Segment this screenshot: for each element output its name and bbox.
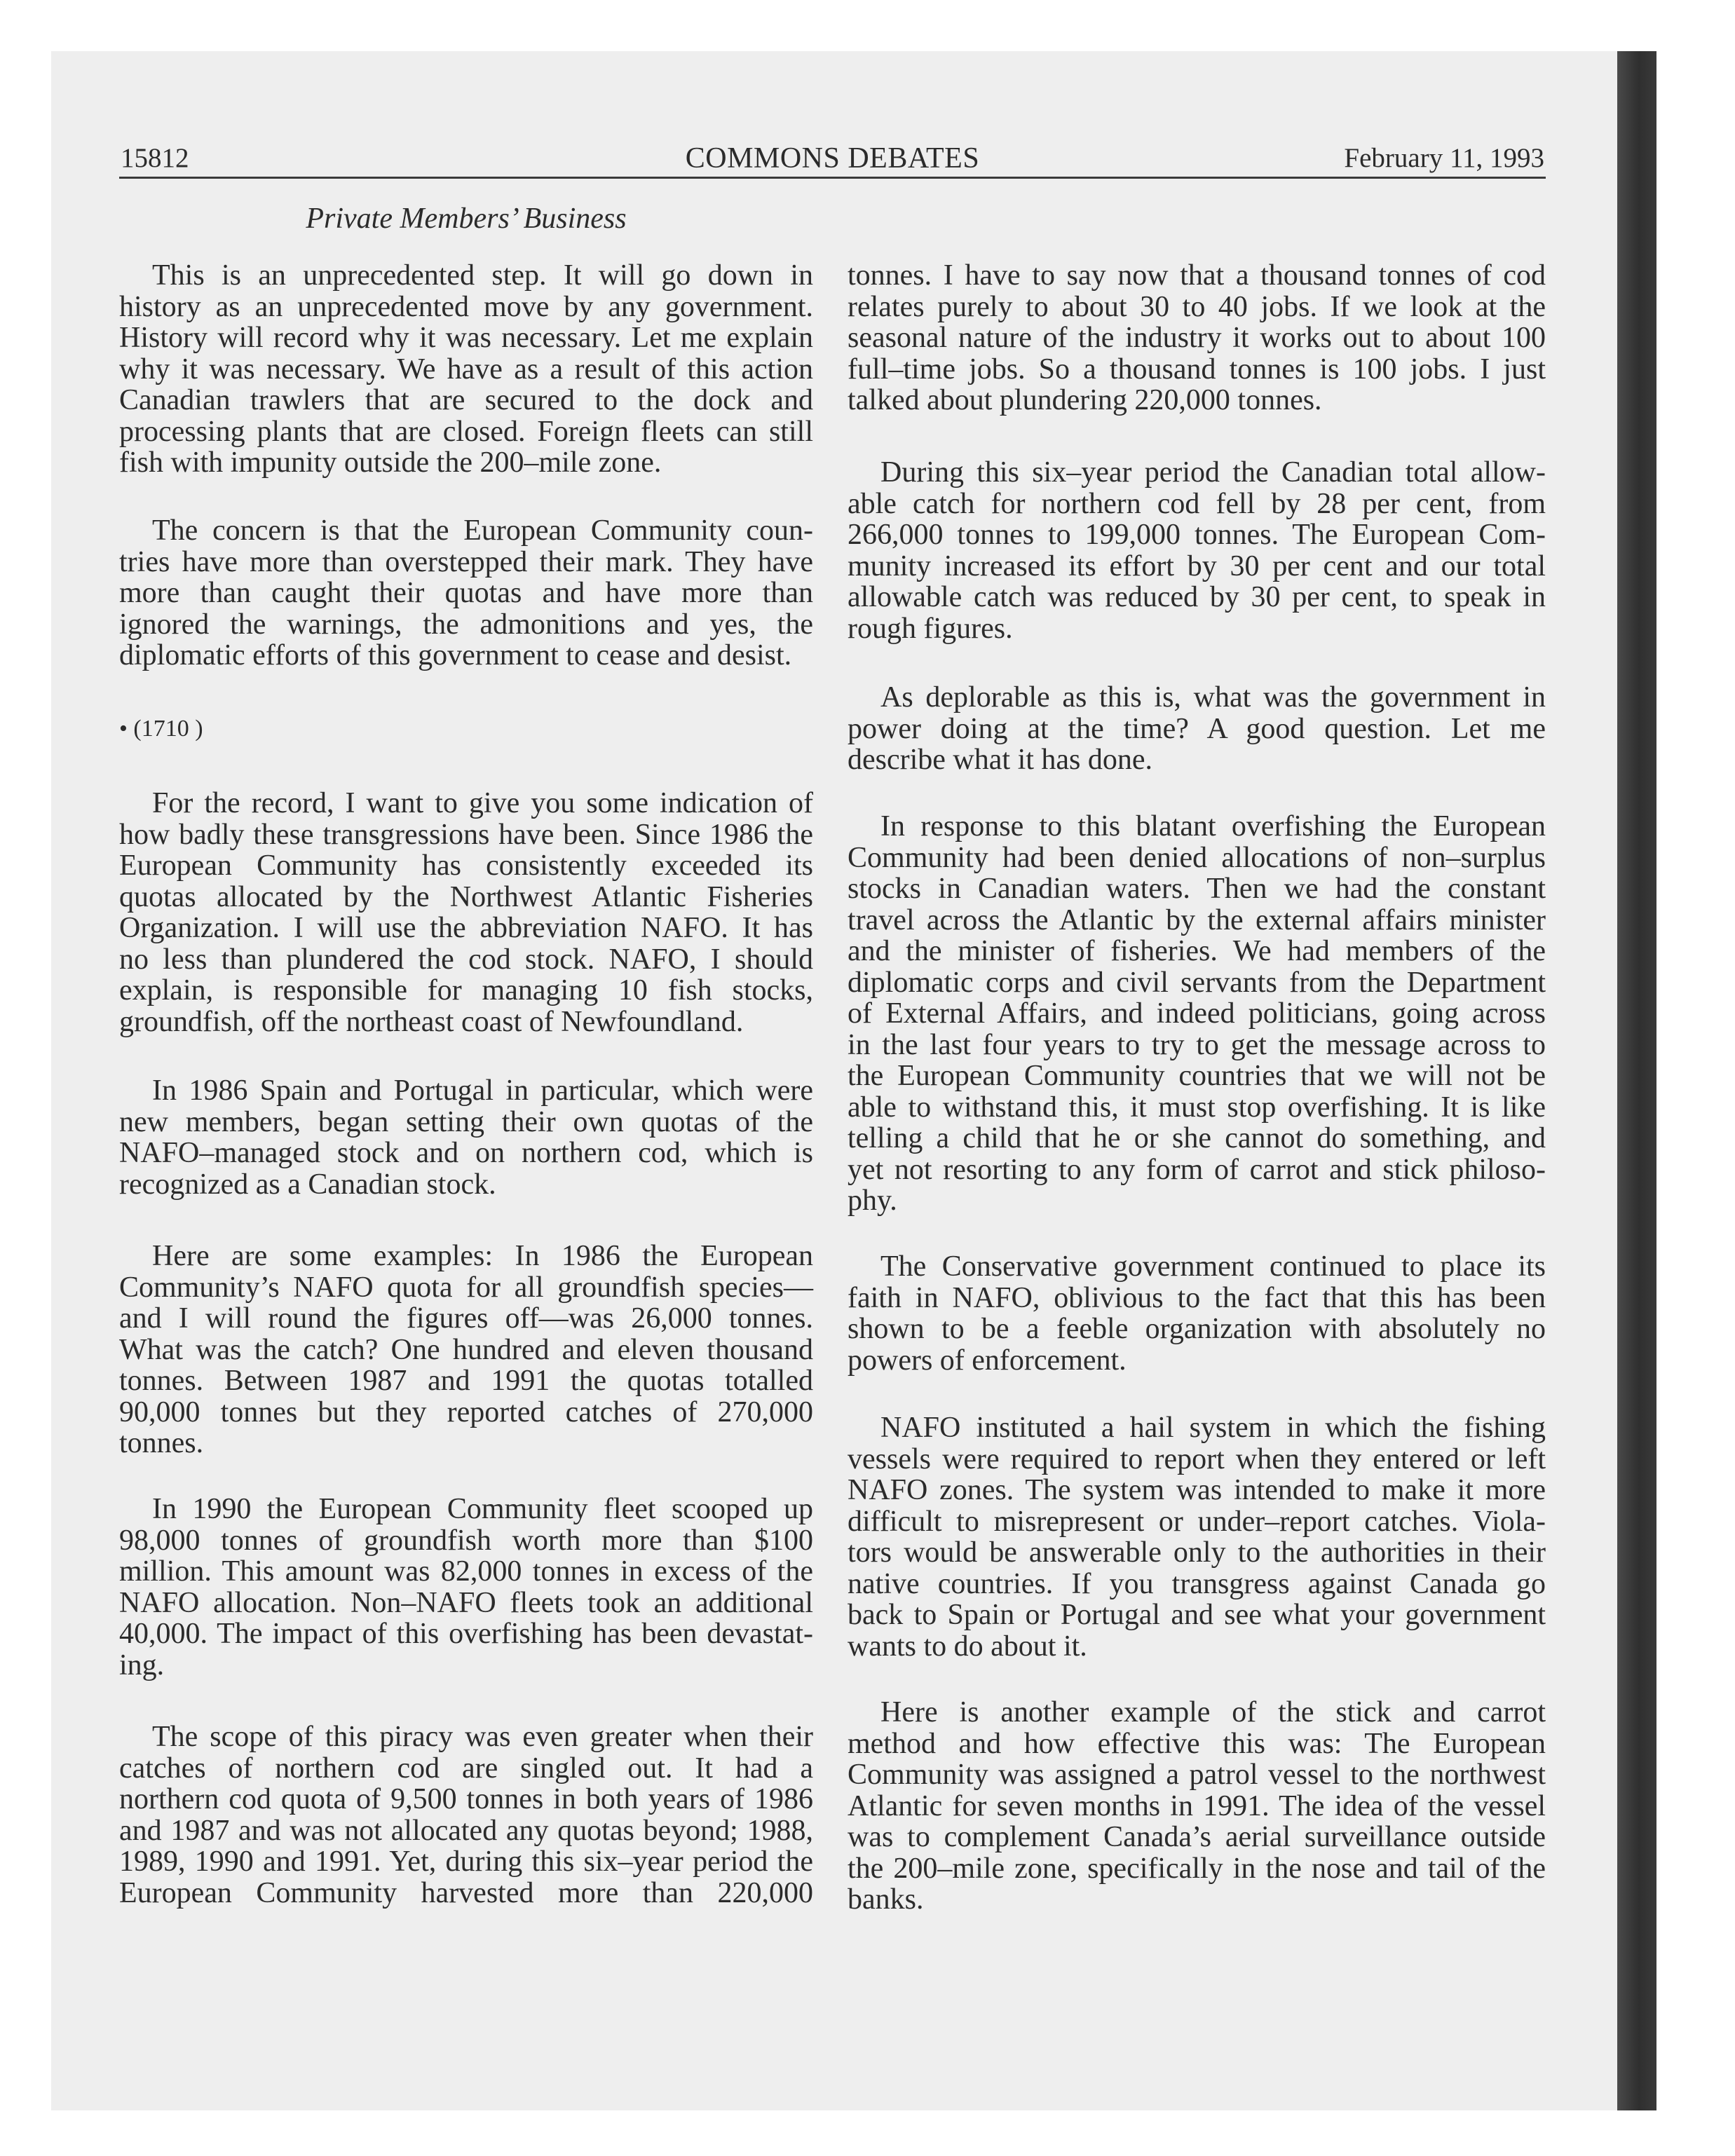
- paragraph: [119, 1075, 813, 1200]
- section-heading: Private Members’ Business: [306, 203, 627, 235]
- text-line: NAFO instituted a hail system in which the fishing: [880, 1412, 1546, 1444]
- text-line: relates purely to about 30 to 40 jobs. If we look at the: [848, 290, 1546, 323]
- text-line: recognized as a Canadian stock.: [119, 1168, 496, 1201]
- paragraph: [119, 788, 813, 1037]
- text-line: 98,000 tonnes of groundfish worth more than $100: [119, 1524, 813, 1557]
- text-line: diplomatic corps and civil servants from the Department: [848, 966, 1546, 999]
- text-line: able catch for northern cod fell by 28 per cent, from: [848, 487, 1546, 520]
- text-line: The Conservative government continued to place its: [880, 1250, 1546, 1283]
- text-line: European Community has consistently exceeded its: [119, 850, 813, 882]
- text-line: tonnes.: [119, 1427, 204, 1459]
- text-line: tries have more than overstepped their mark. They have: [119, 545, 813, 578]
- paragraph: [848, 1251, 1546, 1376]
- text-line: European Community harvested more than 220,000: [119, 1876, 813, 1909]
- text-line: history as an unprecedented move by any government.: [119, 290, 813, 323]
- text-line: allowable catch was reduced by 30 per cent, to speak in: [848, 581, 1546, 613]
- text-line: explain, is responsible for managing 10 fish stocks,: [119, 974, 813, 1007]
- text-line: 40,000. The impact of this overfishing has been devastat-: [119, 1618, 813, 1650]
- text-line: tonnes. I have to say now that a thousand tonnes of cod: [848, 259, 1546, 292]
- text-line: was to complement Canada’s aerial surveillance outside: [848, 1821, 1546, 1853]
- text-line: of External Affairs, and indeed politicians, going across: [848, 997, 1546, 1030]
- text-line: and 1987 and was not allocated any quotas beyond; 1988,: [119, 1814, 813, 1847]
- text-line: wants to do about it.: [848, 1630, 1087, 1663]
- scan-edge-shadow: [1617, 51, 1656, 2110]
- text-line: and I will round the figures off—was 26,000 tonnes.: [119, 1302, 813, 1335]
- text-line: telling a child that he or she cannot do something, and: [848, 1122, 1546, 1154]
- text-line: diplomatic efforts of this government to cease and desist.: [119, 639, 792, 671]
- text-line: new members, began setting their own quotas of the: [119, 1105, 813, 1138]
- text-line: processing plants that are closed. Foreign fleets can still: [119, 415, 813, 448]
- paragraph: [119, 515, 813, 671]
- text-line: in the last four years to try to get the message across to: [848, 1028, 1546, 1061]
- publication-title: COMMONS DEBATES: [685, 142, 980, 175]
- text-line: In 1990 the European Community fleet scooped up: [152, 1493, 813, 1525]
- text-line: quotas allocated by the Northwest Atlantic Fisheries: [119, 880, 813, 913]
- text-line: Community’s NAFO quota for all groundfish species—: [119, 1271, 813, 1304]
- text-line: NAFO zones. The system was intended to make it more: [848, 1474, 1546, 1506]
- text-line: 1989, 1990 and 1991. Yet, during this six–year period the: [119, 1845, 813, 1878]
- text-line: banks.: [848, 1883, 924, 1916]
- running-header: [119, 141, 1546, 176]
- text-line: Here is another example of the stick and carrot: [880, 1696, 1546, 1728]
- publication-date: February 11, 1993: [1344, 143, 1544, 173]
- text-line: The scope of this piracy was even greater when their: [152, 1721, 813, 1753]
- text-line: ing.: [119, 1649, 165, 1681]
- text-line: stocks in Canadian waters. Then we had the constant: [848, 873, 1546, 905]
- text-line: rough figures.: [848, 612, 1013, 645]
- text-line: As deplorable as this is, what was the government in: [880, 681, 1546, 714]
- text-line: NAFO–managed stock and on northern cod, which is: [119, 1137, 813, 1169]
- paragraph: [848, 1697, 1546, 1916]
- text-line: seasonal nature of the industry it works out to about 100: [848, 322, 1546, 354]
- paragraph: [848, 1412, 1546, 1662]
- text-line: describe what it has done.: [848, 744, 1153, 776]
- paragraph: [848, 682, 1546, 776]
- header-rule: [119, 177, 1546, 179]
- text-line: During this six–year period the Canadian total allow-: [880, 456, 1546, 489]
- text-line: power doing at the time? A good question. Let me: [848, 712, 1546, 745]
- text-line: tors would be answerable only to the authorities in their: [848, 1536, 1546, 1569]
- text-line: catches of northern cod are singled out. It had a: [119, 1752, 813, 1785]
- text-line: northern cod quota of 9,500 tonnes in both years of 1986: [119, 1783, 813, 1815]
- text-line: million. This amount was 82,000 tonnes in excess of the: [119, 1555, 813, 1588]
- text-line: What was the catch? One hundred and eleven thousand: [119, 1333, 813, 1366]
- text-line: Canadian trawlers that are secured to the dock and: [119, 384, 813, 416]
- text-line: phy.: [848, 1185, 897, 1217]
- text-line: This is an unprecedented step. It will go down in: [152, 259, 813, 292]
- text-line: faith in NAFO, oblivious to the fact that this has been: [848, 1281, 1546, 1314]
- text-line: Atlantic for seven months in 1991. The idea of the vessel: [848, 1789, 1546, 1822]
- text-line: NAFO allocation. Non–NAFO fleets took an additional: [119, 1586, 813, 1619]
- paragraph: [119, 1241, 813, 1459]
- text-line: method and how effective this was: The European: [848, 1727, 1546, 1760]
- paragraph: [119, 1721, 813, 1909]
- text-line: 266,000 tonnes to 199,000 tonnes. The European Com-: [848, 519, 1546, 551]
- paragraph: [119, 1494, 813, 1681]
- text-line: In response to this blatant overfishing the European: [880, 810, 1546, 842]
- text-line: the 200–mile zone, specifically in the nose and tail of the: [848, 1852, 1546, 1885]
- text-line: For the record, I want to give you some indication of: [152, 787, 813, 819]
- paragraph: [848, 811, 1546, 1217]
- text-line: Community had been denied allocations of non–surplus: [848, 841, 1546, 874]
- page-number: 15812: [121, 143, 189, 173]
- text-line: ignored the warnings, the admonitions and yes, the: [119, 608, 813, 641]
- text-line: Community was assigned a patrol vessel to the northwest: [848, 1759, 1546, 1791]
- text-line: and the minister of fisheries. We had members of the: [848, 935, 1546, 967]
- text-line: more than caught their quotas and have more than: [119, 577, 813, 609]
- text-line: how badly these transgressions have been. Since 1986 the: [119, 818, 813, 851]
- text-line: talked about plundering 220,000 tonnes.: [848, 384, 1322, 416]
- text-line: powers of enforcement.: [848, 1344, 1127, 1377]
- text-line: History will record why it was necessary. Let me explain: [119, 322, 813, 354]
- text-line: vessels were required to report when they entered or left: [848, 1442, 1546, 1475]
- text-line: the European Community countries that we will not be: [848, 1060, 1546, 1092]
- text-line: able to withstand this, it must stop overfishing. It is like: [848, 1091, 1546, 1124]
- text-line: The concern is that the European Community coun-: [152, 514, 813, 547]
- text-line: In 1986 Spain and Portugal in particular, which were: [152, 1074, 813, 1107]
- text-line: no less than plundered the cod stock. NAFO, I should: [119, 943, 813, 976]
- text-line: 90,000 tonnes but they reported catches of 270,000: [119, 1396, 813, 1428]
- text-line: shown to be a feeble organization with absolutely no: [848, 1313, 1546, 1345]
- text-line: fish with impunity outside the 200–mile zone.: [119, 446, 662, 479]
- paragraph: [848, 457, 1546, 644]
- text-line: back to Spain or Portugal and see what your government: [848, 1599, 1546, 1631]
- text-line: travel across the Atlantic by the external affairs minister: [848, 903, 1546, 936]
- time-marker: • (1710 ): [119, 716, 203, 742]
- text-line: Organization. I will use the abbreviation NAFO. It has: [119, 912, 813, 944]
- paragraph: [848, 260, 1546, 416]
- text-line: Here are some examples: In 1986 the European: [152, 1240, 813, 1272]
- text-line: difficult to misrepresent or under–report catches. Viola-: [848, 1505, 1546, 1538]
- text-line: native countries. If you transgress against Canada go: [848, 1567, 1546, 1600]
- text-line: full–time jobs. So a thousand tonnes is 100 jobs. I just: [848, 353, 1546, 386]
- paragraph: [119, 260, 813, 479]
- text-line: groundfish, off the northeast coast of Newfoundland.: [119, 1005, 744, 1038]
- text-line: munity increased its effort by 30 per cent and our total: [848, 550, 1546, 582]
- text-line: why it was necessary. We have as a result of this action: [119, 353, 813, 386]
- text-line: tonnes. Between 1987 and 1991 the quotas totalled: [119, 1365, 813, 1397]
- text-line: yet not resorting to any form of carrot and stick philoso-: [848, 1153, 1546, 1186]
